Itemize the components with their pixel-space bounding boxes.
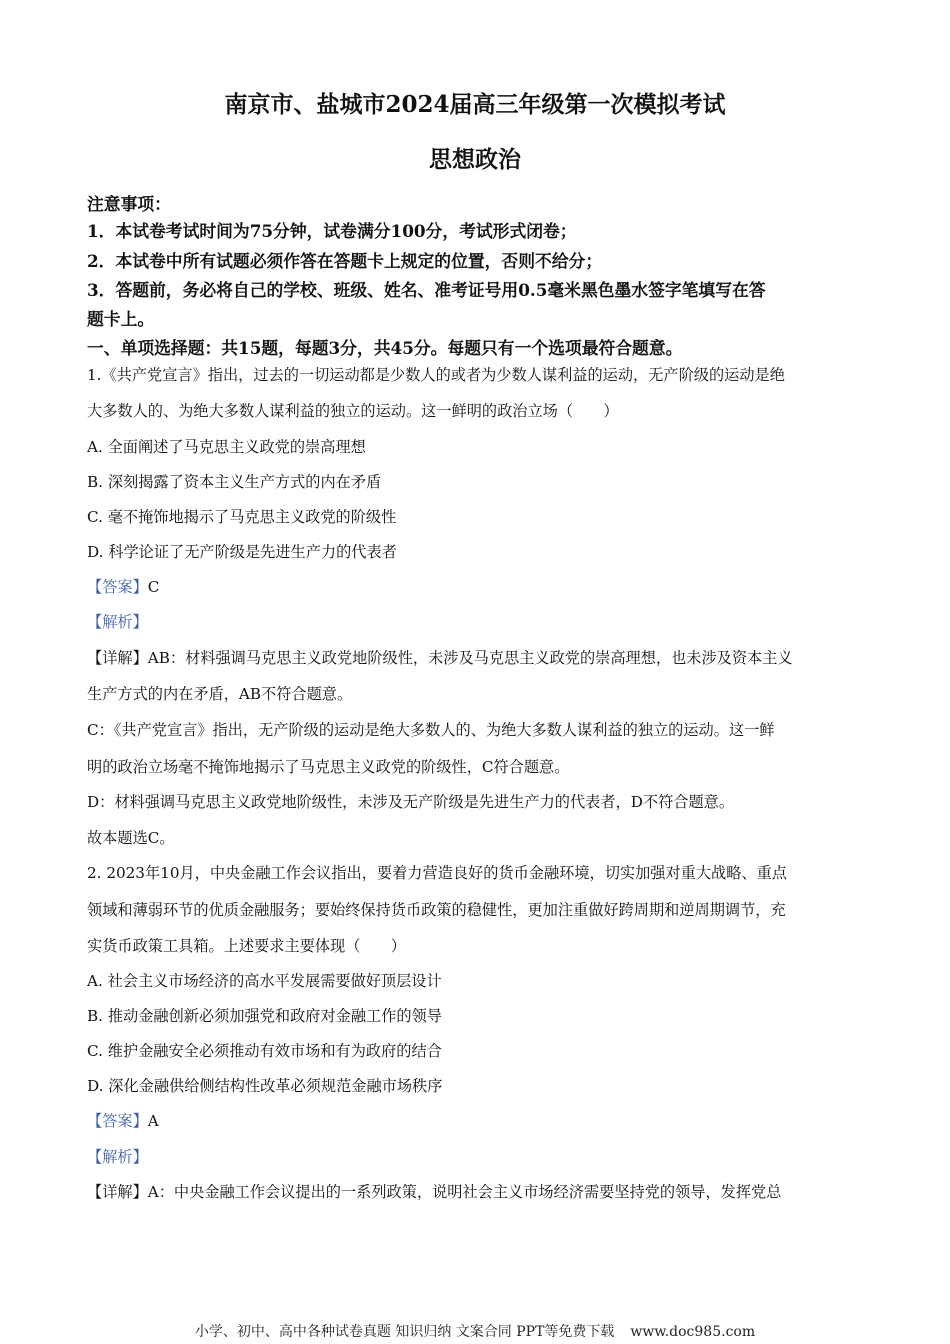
q2-analysis-tag: 【解析】 [87, 1148, 148, 1166]
notice-heading: 注意事项： [87, 194, 171, 214]
notice-item-3-cont: 题卡上。 [87, 309, 155, 329]
notice-item-3: 3．答题前，务必将自己的学校、班级、姓名、准考证号用0.5毫米黑色墨水签字笔填写在答 [87, 280, 766, 300]
q2-option-b: B. 推动金融创新必须加强党和政府对金融工作的领导 [87, 1007, 442, 1025]
q1-stem: 1.《共产党宣言》指出，过去的一切运动都是少数人的或者为少数人谋利益的运动，无产阶级的运动是绝 [87, 366, 785, 384]
q2-option-c: C. 维护金融安全必须推动有效市场和有为政府的结合 [87, 1042, 442, 1060]
q1-stem-cont: 大多数人的、为绝大多数人谋利益的独立的运动。这一鲜明的政治立场（ ） [87, 402, 619, 420]
exam-title: 南京市、盐城市2024届高三年级第一次模拟考试 [224, 91, 726, 118]
q1-detail-2-cont: 明的政治立场毫不掩饰地揭示了马克思主义政党的阶级性，C符合题意。 [87, 758, 570, 776]
q1-detail-3: D：材料强调马克思主义政党地阶级性，未涉及无产阶级是先进生产力的代表者，D不符合题意。 [87, 793, 735, 811]
q1-detail-2: C：《共产党宣言》指出，无产阶级的运动是绝大多数人的、为绝大多数人谋利益的独立的运动。这一鲜 [87, 721, 775, 739]
detail-tag: 【详解】 [87, 649, 148, 667]
q2-option-d: D. 深化金融供给侧结构性改革必须规范金融市场秩序 [87, 1077, 443, 1095]
q2-detail-1 [87, 1181, 781, 1203]
q1-option-d: D. 科学论证了无产阶级是先进生产力的代表者 [87, 543, 397, 561]
detail-tag: 【详解】 [87, 1183, 148, 1201]
q2-stem-cont-2: 实货币政策工具箱。上述要求主要体现（ ） [87, 937, 406, 955]
notice-item-2: 2．本试卷中所有试题必须作答在答题卡上规定的位置，否则不给分； [87, 251, 603, 271]
page-footer [0, 1322, 950, 1342]
section-heading: 一、单项选择题：共15题，每题3分，共45分。每题只有一个选项最符合题意。 [87, 338, 683, 358]
q1-detail-1 [87, 647, 793, 669]
footer-text: 小学、初中、高中各种试卷真题 知识归纳 文案合同 PPT等免费下载 [194, 1324, 615, 1340]
q1-answer [87, 576, 159, 598]
q2-option-a: A. 社会主义市场经济的高水平发展需要做好顶层设计 [87, 972, 442, 990]
notice-item-1: 1．本试卷考试时间为75分钟，试卷满分100分，考试形式闭卷； [87, 221, 577, 241]
footer-site-link[interactable]: www.doc985.com [630, 1324, 756, 1340]
detail-text: AB：材料强调马克思主义政党地阶级性，未涉及马克思主义政党的崇高理想，也未涉及资本主义 [147, 649, 793, 667]
q2-stem: 2. 2023年10月，中央金融工作会议指出，要着力营造良好的货币金融环境，切实加强对重大战略、重点 [87, 864, 787, 882]
q1-option-c: C. 毫不掩饰地揭示了马克思主义政党的阶级性 [87, 508, 397, 526]
q2-answer [87, 1110, 159, 1132]
q1-option-a: A. 全面阐述了马克思主义政党的崇高理想 [87, 438, 366, 456]
q1-analysis-tag: 【解析】 [87, 613, 148, 631]
q1-detail-1-cont: 生产方式的内在矛盾，AB不符合题意。 [87, 685, 353, 703]
q1-option-b: B. 深刻揭露了资本主义生产方式的内在矛盾 [87, 473, 382, 491]
q1-conclusion: 故本题选C。 [87, 829, 175, 847]
exam-subject: 思想政治 [429, 146, 521, 173]
q2-stem-cont-1: 领域和薄弱环节的优质金融服务；要始终保持货币政策的稳健性，更加注重做好跨周期和逆周期调节，充 [87, 901, 786, 919]
answer-tag: 【答案】 [87, 1112, 148, 1130]
detail-text: A：中央金融工作会议提出的一系列政策，说明社会主义市场经济需要坚持党的领导，发挥党总 [147, 1183, 782, 1201]
answer-value: A [147, 1112, 159, 1130]
answer-tag: 【答案】 [87, 578, 148, 596]
answer-value: C [147, 578, 160, 596]
